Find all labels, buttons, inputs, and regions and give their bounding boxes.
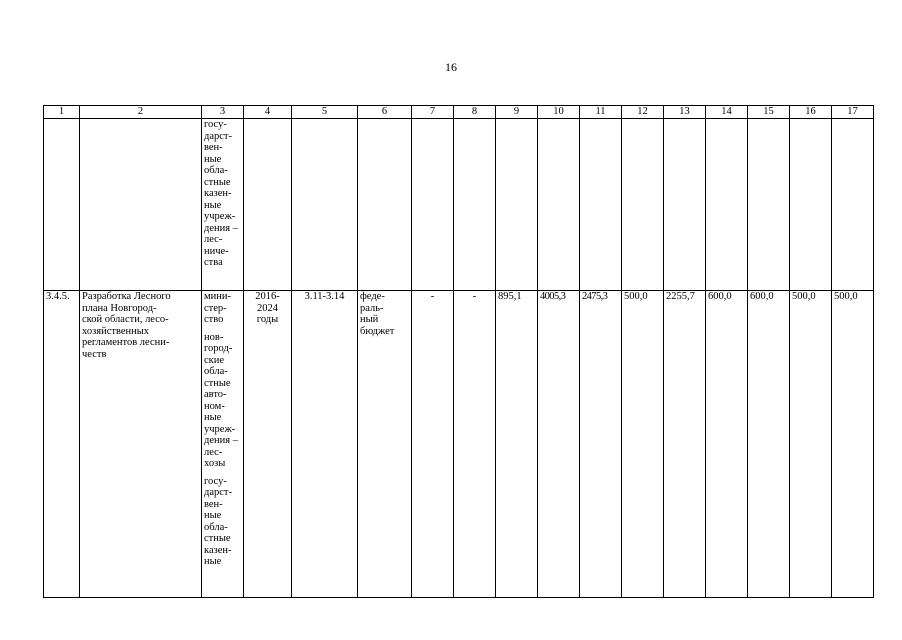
cell (358, 119, 412, 291)
text-line: стные (204, 533, 231, 545)
text-line: ном- (204, 400, 225, 412)
cell (454, 119, 496, 291)
cell (706, 119, 748, 291)
value-cell: 4005,3 (538, 291, 580, 598)
value-cell: 600,0 (706, 291, 748, 598)
col-header: 1 (44, 106, 80, 119)
text-line: учреж- (204, 211, 236, 222)
text-line: бюджет (360, 325, 395, 337)
text-line: ные (204, 556, 222, 568)
col-header: 16 (790, 106, 832, 119)
text-line: лес- (204, 234, 223, 245)
cell (412, 119, 454, 291)
text-line: казен- (204, 188, 232, 199)
text-line: обла- (204, 366, 228, 378)
col-header: 6 (358, 106, 412, 119)
text-line: ства (204, 257, 223, 268)
text-line: учреж- (204, 423, 236, 435)
text-line: госу- (204, 119, 227, 130)
text-line: раль- (360, 302, 384, 314)
value-cell: 500,0 (832, 291, 874, 598)
item-number: 3.4.5. (44, 291, 80, 598)
text-line: мини- (204, 291, 231, 303)
col-header: 3 (202, 106, 244, 119)
cell (44, 119, 80, 291)
table-row (44, 119, 874, 291)
text-line: феде- (360, 291, 385, 303)
text-line: плана Новгород- (82, 302, 157, 314)
text-line: вен- (204, 142, 223, 153)
executor-cell (202, 119, 244, 291)
col-header: 12 (622, 106, 664, 119)
cell (292, 119, 358, 291)
cell (790, 119, 832, 291)
text-line: ство (204, 314, 224, 326)
text-line: хозяйственных (82, 325, 150, 337)
text-line: дения – (204, 222, 238, 234)
text-line: дения – (204, 435, 238, 447)
text-line: обла- (204, 521, 228, 533)
text-line: вен- (204, 498, 223, 510)
text-line: ные (204, 510, 222, 522)
text-line: дарст- (204, 130, 232, 142)
cell (496, 119, 538, 291)
budget-table (43, 105, 874, 598)
cell (80, 119, 202, 291)
text-line: госу- (204, 475, 227, 487)
text-line: лес- (204, 446, 223, 458)
text-line: Разработка Лесного (82, 291, 171, 303)
cell (664, 119, 706, 291)
value-cell: 2255,7 (664, 291, 706, 598)
col-header: 11 (580, 106, 622, 119)
col-header: 2 (80, 106, 202, 119)
text-line: ские (204, 354, 225, 366)
measure-name (80, 291, 202, 598)
col-header: 5 (292, 106, 358, 119)
text-line: стные (204, 176, 231, 188)
cell (244, 119, 292, 291)
header-row (44, 106, 874, 119)
text-line: ской области, лесо- (82, 314, 169, 326)
text-line: ные (204, 412, 222, 424)
col-header: 4 (244, 106, 292, 119)
text-line: нов- (204, 331, 224, 343)
text-line: казен- (204, 544, 232, 556)
col-header: 7 (412, 106, 454, 119)
years-cell (244, 291, 292, 598)
col-header: 14 (706, 106, 748, 119)
funding-source (358, 291, 412, 598)
table-row (44, 291, 874, 598)
cell (538, 119, 580, 291)
text-line: 2016- (255, 291, 280, 303)
col-header: 8 (454, 106, 496, 119)
text-line: стер- (204, 302, 227, 314)
text-line: ные (204, 199, 222, 211)
text-line: хозы (204, 458, 226, 470)
value-cell: 500,0 (790, 291, 832, 598)
value-cell: 895,1 (496, 291, 538, 598)
text-line: 2024 (257, 302, 278, 314)
indicators-cell: 3.11-3.14 (292, 291, 358, 598)
col-header: 15 (748, 106, 790, 119)
value-cell: - (412, 291, 454, 598)
col-header: 9 (496, 106, 538, 119)
col-header: 13 (664, 106, 706, 119)
text-line: регламентов лесни- (82, 337, 170, 349)
text-line: стные (204, 377, 231, 389)
text-line: ниче- (204, 245, 229, 257)
text-line: ные (204, 153, 222, 165)
cell (832, 119, 874, 291)
value-cell: 600,0 (748, 291, 790, 598)
cell (748, 119, 790, 291)
value-cell: 500,0 (622, 291, 664, 598)
value-cell: - (454, 291, 496, 598)
executor-cell (202, 291, 244, 598)
text-line: авто- (204, 389, 227, 401)
text-line: город- (204, 343, 233, 355)
cell (580, 119, 622, 291)
col-header: 17 (832, 106, 874, 119)
value-cell: 2475,3 (580, 291, 622, 598)
text-line: годы (256, 314, 279, 326)
text-line: дарст- (204, 487, 232, 499)
text-line: ный (360, 314, 379, 326)
page-number: 16 (445, 60, 457, 74)
cell (622, 119, 664, 291)
col-header: 10 (538, 106, 580, 119)
text-line: обла- (204, 165, 228, 176)
text-line: честв (82, 348, 107, 360)
